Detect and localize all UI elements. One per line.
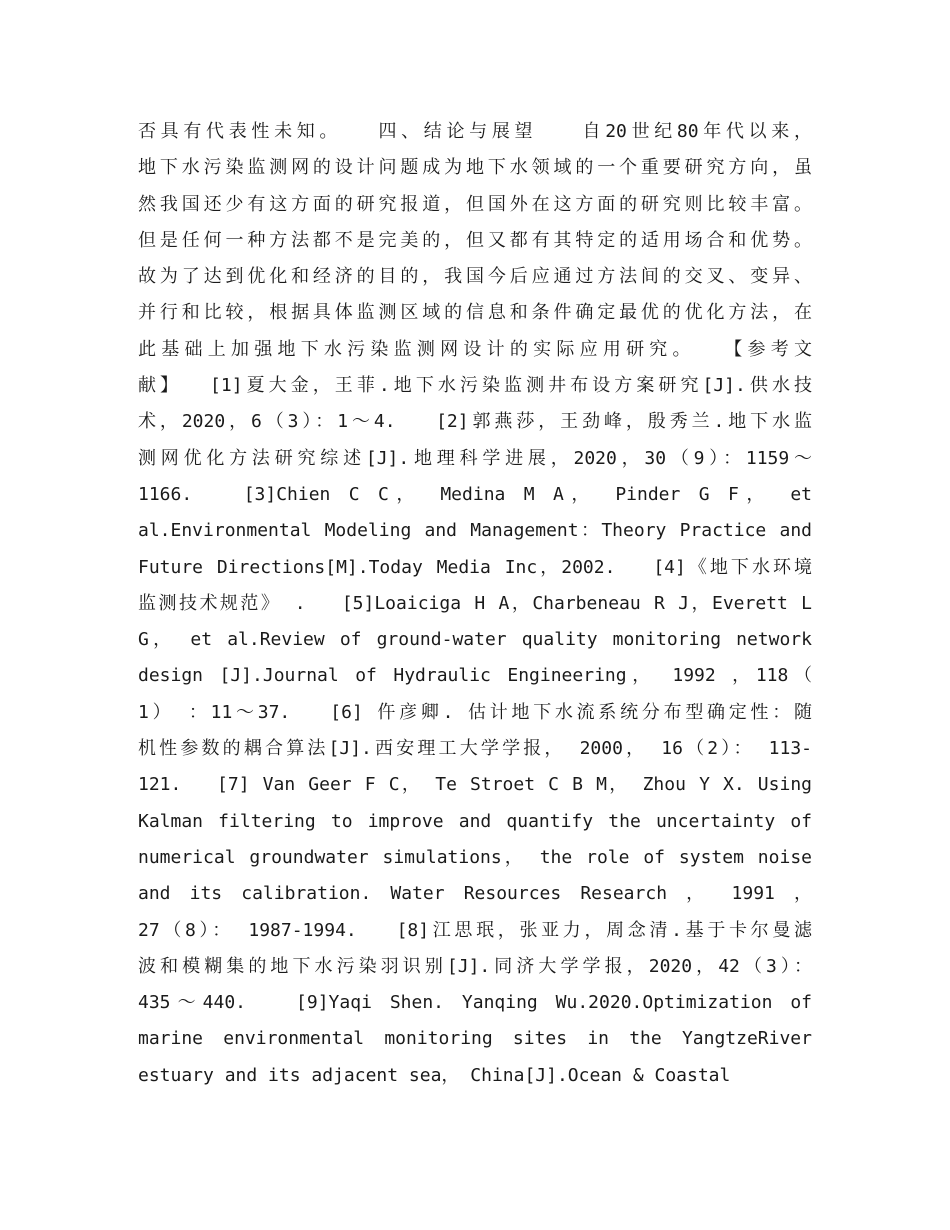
text-line: 测网优化方法研究综述[J].地理科学进展，2020，30（9）：1159～ xyxy=(138,447,812,469)
text-line: 435～440. [9]Yaqi Shen. Yanqing Wu.2020.Optimization of xyxy=(138,992,812,1014)
text-line: 波和模糊集的地下水污染羽识别[J].同济大学学报，2020，42（3）： xyxy=(138,955,812,977)
text-line: 机性参数的耦合算法[J].西安理工大学学报， 2000， 16（2）： 113- xyxy=(138,738,812,760)
text-line: al.Environmental Modeling and Management：Theory Practice and xyxy=(138,520,812,542)
text-line: 此基础上加强地下水污染监测网设计的实际应用研究。 【参考文 xyxy=(138,338,812,360)
text-line: estuary and its adjacent sea， China[J].Ocean & Coastal xyxy=(138,1064,731,1086)
body-text xyxy=(138,114,812,1094)
text-line: numerical groundwater simulations， the role of system noise xyxy=(138,846,812,868)
text-line: 27（8）： 1987-1994. [8]江思珉，张亚力，周念清.基于卡尔曼滤 xyxy=(138,919,812,941)
text-line: 术，2020，6（3）：1～4. [2]郭燕莎，王劲峰，殷秀兰.地下水监 xyxy=(138,411,812,433)
text-line: 否具有代表性未知。 四、结论与展望 自20世纪80年代以来， xyxy=(138,121,812,142)
text-line: 1） ：11～37. [6] 仵彦卿. 估计地下水流系统分布型确定性：随 xyxy=(138,701,812,723)
text-line: 并行和比较，根据具体监测区域的信息和条件确定最优的优化方法，在 xyxy=(138,302,812,324)
text-line: Kalman filtering to improve and quantify the uncertainty of xyxy=(138,810,812,832)
text-line: 121. [7] Van Geer F C， Te Stroet C B M， Zhou Y X. Using xyxy=(138,774,812,796)
text-line: 但是任何一种方法都不是完美的，但又都有其特定的适用场合和优势。 xyxy=(138,229,812,251)
text-line: G， et al.Review of ground-water quality monitoring network xyxy=(138,629,812,651)
text-line: marine environmental monitoring sites in the YangtzeRiver xyxy=(138,1028,812,1050)
text-line: and its calibration. Water Resources Research ， 1991 ， xyxy=(138,883,812,905)
text-line: 然我国还少有这方面的研究报道，但国外在这方面的研究则比较丰富。 xyxy=(138,193,812,215)
text-line: 1166. [3]Chien C C， Medina M A， Pinder G F， et xyxy=(138,483,812,505)
text-line: 地下水污染监测网的设计问题成为地下水领域的一个重要研究方向，虽 xyxy=(138,157,812,179)
text-line: 献】 [1]夏大金，王菲.地下水污染监测井布设方案研究[J].供水技 xyxy=(138,375,812,397)
text-line: Future Directions[M].Today Media Inc，2002. [4]《地下水环境 xyxy=(138,556,812,578)
text-line: 监测技术规范》 . [5]Loaiciga H A，Charbeneau R J，Everett L xyxy=(138,592,812,614)
text-line: design [J].Journal of Hydraulic Engineering， 1992 ，118（ xyxy=(138,665,812,687)
text-line: 故为了达到优化和经济的目的，我国今后应通过方法间的交叉、变异、 xyxy=(138,266,812,288)
